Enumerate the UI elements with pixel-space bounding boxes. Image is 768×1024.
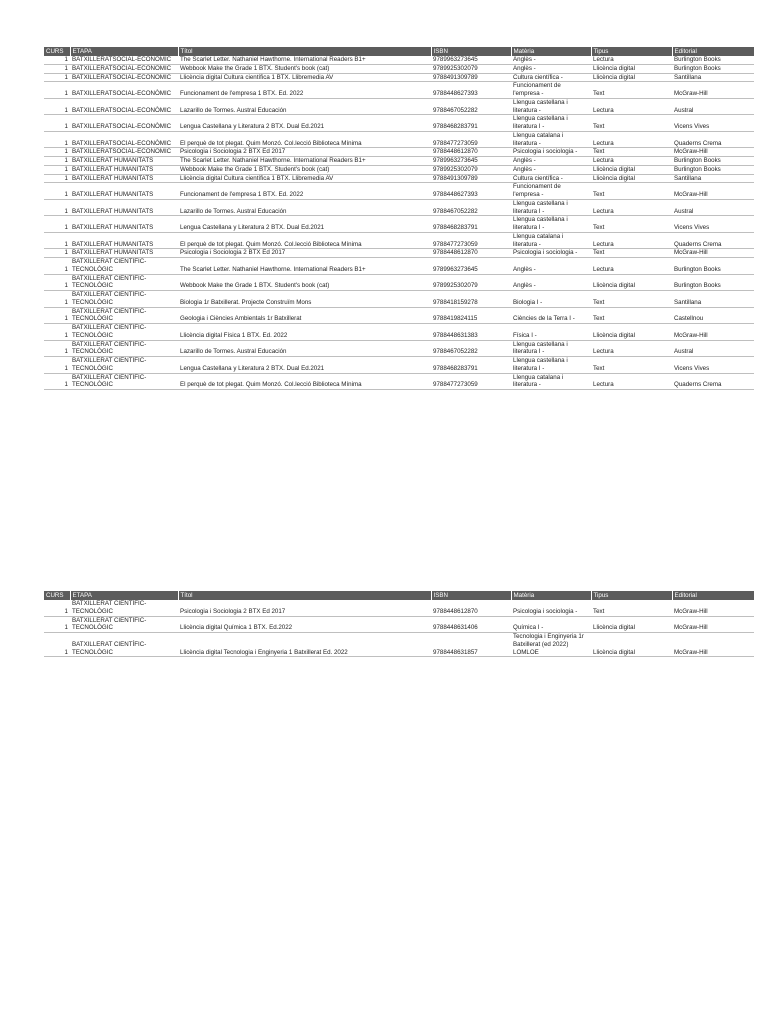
cell-tipus: Lectura bbox=[591, 232, 672, 249]
cell-curs: 1 bbox=[44, 216, 70, 233]
cell-titol: Llicència digital Cultura científica 1 BTX. Llibremedia AV bbox=[178, 174, 431, 183]
cell-curs: 1 bbox=[44, 291, 70, 308]
cell-etapa: BATXILLERAT HUMANITATS bbox=[70, 165, 178, 174]
book-list-table-2 bbox=[44, 591, 755, 657]
table-row bbox=[44, 131, 754, 148]
cell-tipus: Lectura bbox=[591, 157, 672, 166]
col-header-etapa: ETAPA bbox=[70, 47, 178, 56]
cell-isbn: 9788448612870 bbox=[431, 148, 511, 157]
cell-isbn: 9788467052282 bbox=[431, 340, 511, 357]
book-list-table-1 bbox=[44, 47, 755, 390]
cell-etapa: BATXILLERAT HUMANITATS bbox=[70, 232, 178, 249]
col-header-titol: Títol bbox=[178, 591, 431, 600]
table-row bbox=[44, 274, 754, 291]
table-row bbox=[44, 340, 754, 357]
cell-isbn: 9788448631383 bbox=[431, 324, 511, 341]
cell-tipus: Lectura bbox=[591, 56, 672, 64]
cell-etapa: BATXILLERAT CIENTÍFIC-TECNOLÒGIC bbox=[70, 373, 178, 390]
cell-isbn: 9789963273645 bbox=[431, 157, 511, 166]
cell-etapa: BATXILLERAT HUMANITATS bbox=[70, 199, 178, 216]
col-header-isbn: ISBN bbox=[431, 591, 511, 600]
cell-tipus: Lectura bbox=[591, 373, 672, 390]
cell-etapa: BATXILLERAT CIENTÍFIC-TECNOLÒGIC bbox=[70, 291, 178, 308]
cell-isbn: 9788477273059 bbox=[431, 232, 511, 249]
cell-etapa: BATXILLERAT HUMANITATS bbox=[70, 183, 178, 200]
table-row bbox=[44, 633, 754, 657]
cell-curs: 1 bbox=[44, 82, 70, 99]
cell-isbn: 9788467052282 bbox=[431, 199, 511, 216]
cell-editorial: Burlington Books bbox=[672, 157, 754, 166]
cell-curs: 1 bbox=[44, 232, 70, 249]
cell-curs: 1 bbox=[44, 373, 70, 390]
col-header-curs: CURS bbox=[44, 47, 70, 56]
cell-materia: Funcionament de l'empresa - bbox=[511, 183, 591, 200]
table-row bbox=[44, 56, 754, 64]
cell-isbn: 9789963273645 bbox=[431, 258, 511, 275]
cell-titol: Psicologia i Sociologia 2 BTX Ed 2017 bbox=[178, 600, 431, 616]
table-row bbox=[44, 157, 754, 166]
col-header-editorial: Editorial bbox=[672, 47, 754, 56]
cell-tipus: Llicència digital bbox=[591, 616, 672, 633]
cell-editorial: McGraw-Hill bbox=[672, 148, 754, 157]
table-row bbox=[44, 373, 754, 390]
cell-curs: 1 bbox=[44, 600, 70, 616]
cell-materia: Llengua castellana i literatura I - bbox=[511, 357, 591, 374]
col-header-curs: CURS bbox=[44, 591, 70, 600]
cell-etapa: BATXILLERATSOCIAL-ECONÒMIC bbox=[70, 115, 178, 132]
cell-isbn: 9788448631406 bbox=[431, 616, 511, 633]
cell-curs: 1 bbox=[44, 157, 70, 166]
cell-editorial: Castellnou bbox=[672, 307, 754, 324]
cell-materia: Anglès - bbox=[511, 258, 591, 275]
col-header-tipus: Tipus bbox=[591, 47, 672, 56]
cell-isbn: 9788418159278 bbox=[431, 291, 511, 308]
cell-editorial: McGraw-Hill bbox=[672, 633, 754, 657]
cell-tipus: Lectura bbox=[591, 131, 672, 148]
cell-curs: 1 bbox=[44, 98, 70, 115]
cell-editorial: McGraw-Hill bbox=[672, 600, 754, 616]
table-row bbox=[44, 148, 754, 157]
cell-etapa: BATXILLERAT CIENTÍFIC-TECNOLÒGIC bbox=[70, 307, 178, 324]
cell-curs: 1 bbox=[44, 199, 70, 216]
table-1-body bbox=[44, 56, 754, 390]
cell-curs: 1 bbox=[44, 56, 70, 64]
cell-curs: 1 bbox=[44, 258, 70, 275]
cell-materia: Anglès - bbox=[511, 56, 591, 64]
cell-titol: The Scarlet Letter. Nathaniel Hawthorne. International Readers B1+ bbox=[178, 258, 431, 275]
cell-tipus: Text bbox=[591, 148, 672, 157]
cell-editorial: Santillana bbox=[672, 291, 754, 308]
cell-curs: 1 bbox=[44, 115, 70, 132]
cell-titol: Lazarillo de Tormes. Austral Educación bbox=[178, 340, 431, 357]
cell-curs: 1 bbox=[44, 64, 70, 73]
cell-editorial: Austral bbox=[672, 199, 754, 216]
col-header-etapa: ETAPA bbox=[70, 591, 178, 600]
cell-materia: Psicologia i sociologia - bbox=[511, 600, 591, 616]
cell-editorial: Vicens Vives bbox=[672, 115, 754, 132]
cell-titol: The Scarlet Letter. Nathaniel Hawthorne. International Readers B1+ bbox=[178, 157, 431, 166]
cell-isbn: 9788448627393 bbox=[431, 82, 511, 99]
cell-titol: El perquè de tot plegat. Quim Monzó. Col.lecció Biblioteca Mínima bbox=[178, 232, 431, 249]
cell-titol: Webbook Make the Grade 1 BTX. Student's book (cat) bbox=[178, 274, 431, 291]
cell-tipus: Text bbox=[591, 82, 672, 99]
cell-isbn: 9789963273645 bbox=[431, 56, 511, 64]
table-row bbox=[44, 64, 754, 73]
cell-editorial: Burlington Books bbox=[672, 165, 754, 174]
cell-tipus: Text bbox=[591, 183, 672, 200]
cell-materia: Anglès - bbox=[511, 165, 591, 174]
cell-isbn: 9788468283791 bbox=[431, 115, 511, 132]
cell-isbn: 9788448627393 bbox=[431, 183, 511, 200]
cell-tipus: Llicència digital bbox=[591, 174, 672, 183]
cell-etapa: BATXILLERAT CIENTÍFIC-TECNOLÒGIC bbox=[70, 633, 178, 657]
cell-editorial: Burlington Books bbox=[672, 64, 754, 73]
cell-titol: Biologia 1r Batxillerat. Projecte Construïm Mons bbox=[178, 291, 431, 308]
cell-materia: Llengua castellana i literatura I - bbox=[511, 115, 591, 132]
cell-tipus: Lectura bbox=[591, 199, 672, 216]
cell-curs: 1 bbox=[44, 174, 70, 183]
cell-tipus: Llicència digital bbox=[591, 633, 672, 657]
cell-materia: Llengua catalana i literatura - bbox=[511, 232, 591, 249]
cell-titol: Llicència digital Química 1 BTX. Ed.2022 bbox=[178, 616, 431, 633]
table-row bbox=[44, 307, 754, 324]
cell-materia: Llengua castellana i literatura I - bbox=[511, 199, 591, 216]
cell-materia: Anglès - bbox=[511, 274, 591, 291]
table-row bbox=[44, 115, 754, 132]
cell-titol: Lengua Castellana y Literatura 2 BTX. Dual Ed.2021 bbox=[178, 216, 431, 233]
cell-etapa: BATXILLERATSOCIAL-ECONÒMIC bbox=[70, 56, 178, 64]
cell-materia: Psicologia i sociologia - bbox=[511, 148, 591, 157]
cell-titol: Llicència digital Cultura científica 1 BTX. Llibremedia AV bbox=[178, 73, 431, 82]
cell-isbn: 9788491309789 bbox=[431, 174, 511, 183]
cell-titol: Lazarillo de Tormes. Austral Educación bbox=[178, 98, 431, 115]
cell-tipus: Llicència digital bbox=[591, 73, 672, 82]
table-row bbox=[44, 232, 754, 249]
col-header-titol: Títol bbox=[178, 47, 431, 56]
cell-isbn: 9788448612870 bbox=[431, 249, 511, 258]
cell-titol: El perquè de tot plegat. Quim Monzó. Col.lecció Biblioteca Mínima bbox=[178, 373, 431, 390]
cell-editorial: Austral bbox=[672, 98, 754, 115]
table-row bbox=[44, 199, 754, 216]
cell-editorial: Quaderns Crema bbox=[672, 232, 754, 249]
col-header-tipus: Tipus bbox=[591, 591, 672, 600]
col-header-isbn: ISBN bbox=[431, 47, 511, 56]
table-row bbox=[44, 183, 754, 200]
cell-editorial: McGraw-Hill bbox=[672, 616, 754, 633]
cell-etapa: BATXILLERAT CIENTÍFIC-TECNOLÒGIC bbox=[70, 340, 178, 357]
table-row bbox=[44, 249, 754, 258]
header-row bbox=[44, 47, 754, 56]
cell-etapa: BATXILLERAT HUMANITATS bbox=[70, 174, 178, 183]
table-row bbox=[44, 165, 754, 174]
cell-isbn: 9788491309789 bbox=[431, 73, 511, 82]
cell-etapa: BATXILLERATSOCIAL-ECONÒMIC bbox=[70, 64, 178, 73]
cell-editorial: Santillana bbox=[672, 174, 754, 183]
cell-isbn: 9789925302079 bbox=[431, 64, 511, 73]
cell-editorial: Vicens Vives bbox=[672, 357, 754, 374]
cell-editorial: McGraw-Hill bbox=[672, 183, 754, 200]
cell-materia: Llengua castellana i literatura I - bbox=[511, 340, 591, 357]
cell-etapa: BATXILLERAT HUMANITATS bbox=[70, 249, 178, 258]
cell-isbn: 9788468283791 bbox=[431, 357, 511, 374]
cell-etapa: BATXILLERATSOCIAL-ECONÒMIC bbox=[70, 82, 178, 99]
cell-curs: 1 bbox=[44, 274, 70, 291]
cell-tipus: Text bbox=[591, 307, 672, 324]
cell-etapa: BATXILLERATSOCIAL-ECONÒMIC bbox=[70, 98, 178, 115]
cell-etapa: BATXILLERATSOCIAL-ECONÒMIC bbox=[70, 73, 178, 82]
cell-editorial: Quaderns Crema bbox=[672, 373, 754, 390]
cell-materia: Biologia I - bbox=[511, 291, 591, 308]
table-row bbox=[44, 174, 754, 183]
cell-materia: Ciències de la Terra I - bbox=[511, 307, 591, 324]
cell-curs: 1 bbox=[44, 616, 70, 633]
cell-editorial: McGraw-Hill bbox=[672, 82, 754, 99]
cell-editorial: McGraw-Hill bbox=[672, 249, 754, 258]
cell-isbn: 9788467052282 bbox=[431, 98, 511, 115]
cell-editorial: Burlington Books bbox=[672, 56, 754, 64]
cell-curs: 1 bbox=[44, 324, 70, 341]
cell-editorial: Vicens Vives bbox=[672, 216, 754, 233]
cell-tipus: Llicència digital bbox=[591, 274, 672, 291]
table-row bbox=[44, 73, 754, 82]
cell-editorial: Burlington Books bbox=[672, 258, 754, 275]
cell-materia: Cultura científica - bbox=[511, 174, 591, 183]
cell-curs: 1 bbox=[44, 183, 70, 200]
cell-titol: Geologia i Ciències Ambientals 1r Batxillerat bbox=[178, 307, 431, 324]
cell-curs: 1 bbox=[44, 249, 70, 258]
cell-tipus: Lectura bbox=[591, 98, 672, 115]
cell-tipus: Lectura bbox=[591, 258, 672, 275]
col-header-materia: Matèria bbox=[511, 591, 591, 600]
cell-titol: Funcionament de l'empresa 1 BTX. Ed. 2022 bbox=[178, 183, 431, 200]
cell-titol: Psicologia i Sociologia 2 BTX Ed 2017 bbox=[178, 148, 431, 157]
cell-tipus: Llicència digital bbox=[591, 64, 672, 73]
cell-etapa: BATXILLERAT HUMANITATS bbox=[70, 157, 178, 166]
table-2-body bbox=[44, 600, 754, 657]
cell-etapa: BATXILLERAT CIENTÍFIC-TECNOLÒGIC bbox=[70, 274, 178, 291]
cell-editorial: Santillana bbox=[672, 73, 754, 82]
cell-isbn: 9788448612870 bbox=[431, 600, 511, 616]
cell-isbn: 9788477273059 bbox=[431, 373, 511, 390]
cell-isbn: 9789925302079 bbox=[431, 274, 511, 291]
cell-isbn: 9788477273059 bbox=[431, 131, 511, 148]
table-row bbox=[44, 600, 754, 616]
cell-tipus: Text bbox=[591, 115, 672, 132]
table-row bbox=[44, 291, 754, 308]
cell-titol: Psicologia i Sociologia 2 BTX Ed 2017 bbox=[178, 249, 431, 258]
cell-titol: Funcionament de l'empresa 1 BTX. Ed. 2022 bbox=[178, 82, 431, 99]
table-row bbox=[44, 82, 754, 99]
cell-etapa: BATXILLERAT CIENTÍFIC-TECNOLÒGIC bbox=[70, 324, 178, 341]
cell-tipus: Text bbox=[591, 249, 672, 258]
cell-tipus: Text bbox=[591, 600, 672, 616]
cell-tipus: Llicència digital bbox=[591, 165, 672, 174]
cell-materia: Funcionament de l'empresa - bbox=[511, 82, 591, 99]
cell-editorial: Austral bbox=[672, 340, 754, 357]
cell-materia: Física I - bbox=[511, 324, 591, 341]
cell-editorial: Quaderns Crema bbox=[672, 131, 754, 148]
table-row bbox=[44, 324, 754, 341]
cell-materia: Llengua castellana i literatura - bbox=[511, 98, 591, 115]
cell-titol: Lazarillo de Tormes. Austral Educación bbox=[178, 199, 431, 216]
cell-tipus: Text bbox=[591, 216, 672, 233]
table-row bbox=[44, 98, 754, 115]
cell-curs: 1 bbox=[44, 165, 70, 174]
cell-editorial: Burlington Books bbox=[672, 274, 754, 291]
cell-materia: Tecnologia i Enginyeria 1r Batxillerat (ed 2022) LOMLOE bbox=[511, 633, 591, 657]
cell-editorial: McGraw-Hill bbox=[672, 324, 754, 341]
cell-etapa: BATXILLERAT CIENTÍFIC-TECNOLÒGIC bbox=[70, 600, 178, 616]
cell-titol: Webbook Make the Grade 1 BTX. Student's book (cat) bbox=[178, 165, 431, 174]
table-row bbox=[44, 258, 754, 275]
cell-materia: Anglès - bbox=[511, 157, 591, 166]
cell-curs: 1 bbox=[44, 148, 70, 157]
cell-curs: 1 bbox=[44, 307, 70, 324]
cell-curs: 1 bbox=[44, 357, 70, 374]
cell-titol: Lengua Castellana y Literatura 2 BTX. Dual Ed.2021 bbox=[178, 357, 431, 374]
cell-curs: 1 bbox=[44, 73, 70, 82]
cell-etapa: BATXILLERATSOCIAL-ECONÒMIC bbox=[70, 148, 178, 157]
cell-titol: Lengua Castellana y Literatura 2 BTX. Dual Ed.2021 bbox=[178, 115, 431, 132]
table-row bbox=[44, 357, 754, 374]
cell-etapa: BATXILLERATSOCIAL-ECONÒMIC bbox=[70, 131, 178, 148]
col-header-editorial: Editorial bbox=[672, 591, 754, 600]
cell-etapa: BATXILLERAT CIENTÍFIC-TECNOLÒGIC bbox=[70, 357, 178, 374]
cell-isbn: 9788468283791 bbox=[431, 216, 511, 233]
cell-curs: 1 bbox=[44, 633, 70, 657]
cell-materia: Llengua castellana i literatura I - bbox=[511, 216, 591, 233]
cell-materia: Psicologia i sociologia - bbox=[511, 249, 591, 258]
cell-curs: 1 bbox=[44, 131, 70, 148]
cell-tipus: Lectura bbox=[591, 340, 672, 357]
header-row bbox=[44, 591, 754, 600]
cell-isbn: 9789925302079 bbox=[431, 165, 511, 174]
cell-curs: 1 bbox=[44, 340, 70, 357]
cell-materia: Química I - bbox=[511, 616, 591, 633]
cell-materia: Cultura científica - bbox=[511, 73, 591, 82]
cell-etapa: BATXILLERAT HUMANITATS bbox=[70, 216, 178, 233]
col-header-materia: Matèria bbox=[511, 47, 591, 56]
cell-etapa: BATXILLERAT CIENTÍFIC-TECNOLÒGIC bbox=[70, 258, 178, 275]
cell-materia: Anglès - bbox=[511, 64, 591, 73]
cell-materia: Llengua catalana i literatura - bbox=[511, 373, 591, 390]
cell-titol: El perquè de tot plegat. Quim Monzó. Col.lecció Biblioteca Mínima bbox=[178, 131, 431, 148]
cell-titol: Llicència digital Física 1 BTX. Ed. 2022 bbox=[178, 324, 431, 341]
cell-tipus: Text bbox=[591, 291, 672, 308]
cell-tipus: Llicència digital bbox=[591, 324, 672, 341]
cell-titol: The Scarlet Letter. Nathaniel Hawthorne. International Readers B1+ bbox=[178, 56, 431, 64]
cell-isbn: 9788448631857 bbox=[431, 633, 511, 657]
cell-materia: Llengua catalana i literatura - bbox=[511, 131, 591, 148]
cell-etapa: BATXILLERAT CIENTÍFIC-TECNOLÒGIC bbox=[70, 616, 178, 633]
cell-titol: Llicència digital Tecnologia i Enginyeria 1 Batxillerat Ed. 2022 bbox=[178, 633, 431, 657]
cell-titol: Webbook Make the Grade 1 BTX. Student's book (cat) bbox=[178, 64, 431, 73]
table-row bbox=[44, 216, 754, 233]
cell-isbn: 9788419824115 bbox=[431, 307, 511, 324]
table-row bbox=[44, 616, 754, 633]
cell-tipus: Text bbox=[591, 357, 672, 374]
